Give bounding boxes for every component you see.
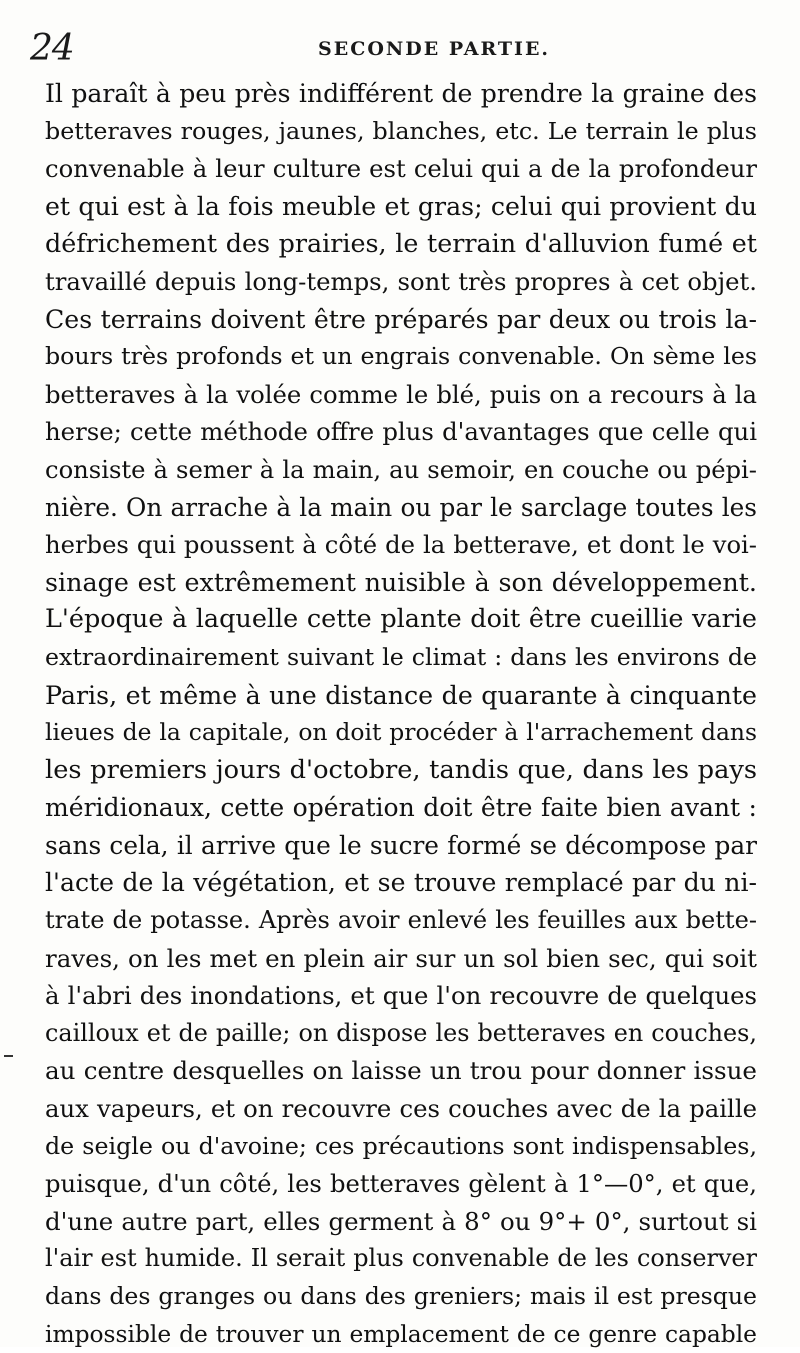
text-line: L'époque à laquelle cette plante doit être cueillie varie: [45, 604, 757, 635]
text-line: bours très profonds et un engrais convenable. On sème les: [45, 342, 757, 371]
text-line: betteraves rouges, jaunes, blanches, etc. Le terrain le plus: [45, 116, 757, 145]
text-line: lieues de la capitale, on doit procéder à l'arrachement dans: [45, 718, 757, 747]
text-line: raves, on les met en plein air sur un sol bien sec, qui soit: [45, 943, 757, 973]
text-line: impossible de trouver un emplacement de ce genre capable: [45, 1319, 757, 1348]
text-line: cailloux et de paille; on dispose les betteraves en couches,: [45, 1018, 757, 1047]
text-line: et qui est à la fois meuble et gras; celui qui provient du: [45, 191, 757, 221]
text-line: de seigle ou d'avoine; ces précautions sont indispensables,: [45, 1131, 757, 1160]
text-line: Il paraît à peu près indifférent de prendre la graine des: [45, 79, 757, 108]
text-line: défrichement des prairies, le terrain d'alluvion fumé et: [45, 228, 757, 259]
text-line: Paris, et même à une distance de quarante à cinquante: [45, 680, 757, 710]
text-line: puisque, d'un côté, les betteraves gèlent à 1°—0°, et que,: [45, 1169, 757, 1199]
text-line: herse; cette méthode offre plus d'avantages que celle qui: [45, 417, 757, 447]
text-line: méridionaux, cette opération doit être faite bien avant :: [45, 793, 757, 823]
text-line: Ces terrains doivent être préparés par deux ou trois la-: [45, 304, 757, 334]
text-line: aux vapeurs, et on recouvre ces couches avec de la paille: [45, 1094, 757, 1124]
text-line: herbes qui poussent à côté de la betterave, et dont le voi-: [45, 530, 757, 560]
text-line: dans des granges ou dans des greniers; mais il est presque: [45, 1282, 757, 1310]
text-line: consiste à semer à la main, au semoir, en couche ou pépi-: [45, 454, 757, 484]
text-line: l'acte de la végétation, et se trouve remplacé par du ni-: [45, 868, 757, 898]
text-line: betteraves à la volée comme le blé, puis on a recours à la: [45, 379, 757, 409]
text-line: à l'abri des inondations, et que l'on recouvre de quelques: [45, 981, 757, 1011]
text-line: extraordinairement suivant le climat : dans les environs de: [45, 642, 757, 671]
text-line: trate de potasse. Après avoir enlevé les feuilles aux bette-: [45, 906, 757, 935]
text-line: sinage est extrêmement nuisible à son développement.: [45, 566, 757, 597]
text-line: les premiers jours d'octobre, tandis que, dans les pays: [45, 754, 757, 785]
text-line: sans cela, il arrive que le sucre formé se décompose par: [45, 830, 757, 860]
text-line: nière. On arrache à la main ou par le sarclage toutes les: [45, 492, 757, 522]
page-header: [30, 24, 750, 68]
text-line: travaillé depuis long-temps, sont très propres à cet objet.: [45, 266, 757, 296]
text-line: au centre desquelles on laisse un trou pour donner issue: [45, 1056, 757, 1086]
page-number: 24: [30, 28, 74, 69]
text-line: d'une autre part, elles germent à 8° ou 9°+ 0°, surtout si: [45, 1206, 757, 1236]
running-title: SECONDE PARTIE.: [318, 38, 551, 60]
margin-mark: [4, 1055, 13, 1057]
text-line: convenable à leur culture est celui qui a de la profondeur: [45, 154, 757, 184]
body-text: [45, 75, 757, 1353]
text-line: l'air est humide. Il serait plus convenable de les conserver: [45, 1244, 757, 1273]
